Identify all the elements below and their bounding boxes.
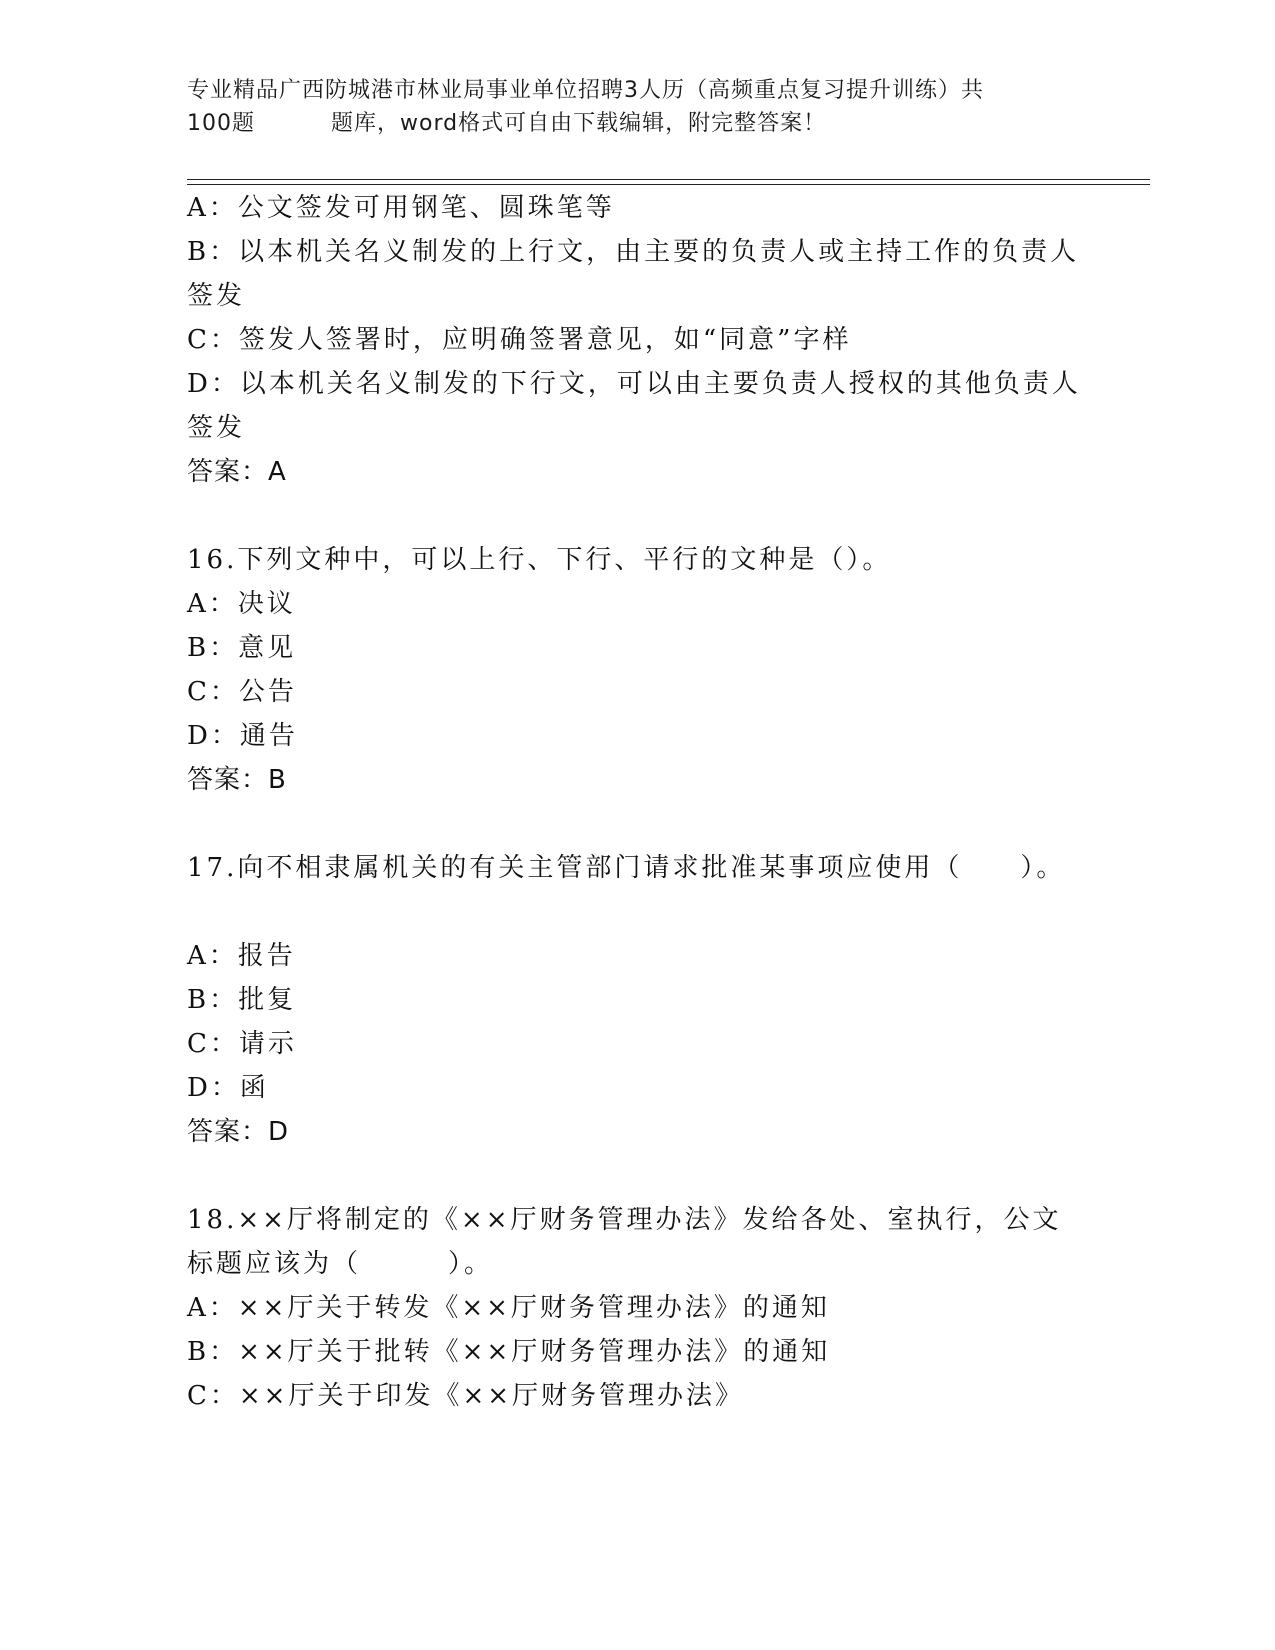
q16-option-a: A：决议 [187,589,296,619]
q18-option-c: C：××厅关于印发《××厅财务管理办法》 [187,1381,745,1411]
q18-option-b: B：××厅关于批转《××厅财务管理办法》的通知 [187,1337,831,1367]
q15-option-b-cont: 签发 [187,281,246,311]
q16-question: 16.下列文种中，可以上行、下行、平行的文种是（）。 [187,545,892,575]
header-line-1: 专业精品广西防城港市林业局事业单位招聘3人历（高频重点复习提升训练）共 [187,78,984,103]
q15-option-d: D：以本机关名义制发的下行文，可以由主要负责人授权的其他负责人 [187,369,1081,399]
q17-question: 17.向不相隶属机关的有关主管部门请求批准某事项应使用（ ）。 [187,853,1066,883]
header-divider-top [187,179,1150,180]
q17-option-c: C：请示 [187,1029,297,1059]
q15-option-b: B：以本机关名义制发的上行文，由主要的负责人或主持工作的负责人 [187,237,1080,267]
q17-option-b: B：批复 [187,985,297,1015]
q18-question-cont: 标题应该为（ ）。 [187,1249,494,1279]
q18-option-a: A：××厅关于转发《××厅财务管理办法》的通知 [187,1293,830,1323]
q17-answer: 答案：D [187,1117,290,1147]
q17-option-d: D：函 [187,1073,269,1103]
q16-option-c: C：公告 [187,677,297,707]
q18-question: 18.××厅将制定的《××厅财务管理办法》发给各处、室执行，公文 [187,1205,1062,1235]
q15-option-d-cont: 签发 [187,413,246,443]
document-header [187,74,1087,140]
header-count: 100题 [187,111,255,136]
q15-option-c: C：签发人签署时，应明确签署意见，如“同意”字样 [187,325,852,355]
q15-option-a: A：公文签发可用钢笔、圆珠笔等 [187,193,615,223]
header-description: 题库，word格式可自由下载编辑，附完整答案！ [331,111,827,136]
q17-option-a: A：报告 [187,941,296,971]
q16-option-d: D：通告 [187,721,298,751]
header-divider-bottom [187,184,1150,185]
q15-answer: 答案：A [187,457,287,487]
header-line-2 [187,107,1087,140]
q16-option-b: B：意见 [187,633,297,663]
q16-answer: 答案：B [187,765,287,795]
